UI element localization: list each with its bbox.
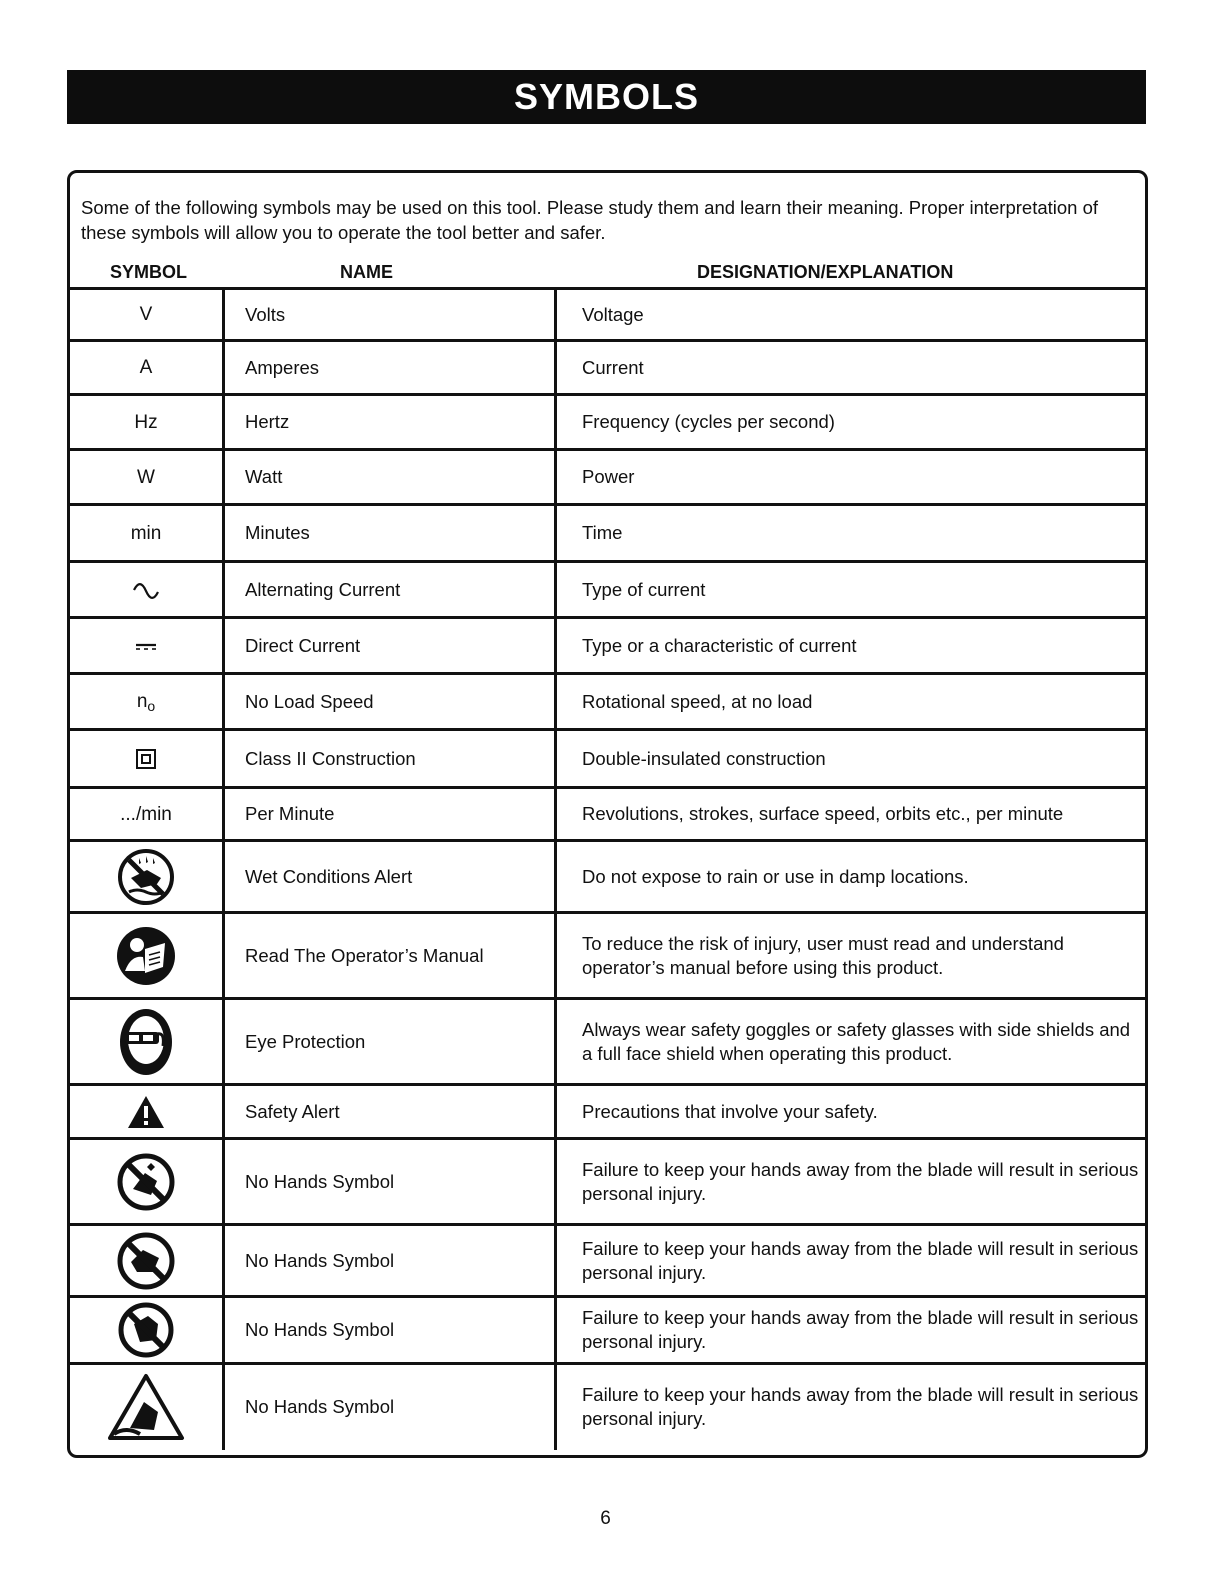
- table-row: [70, 1139, 1145, 1225]
- name-cell: Watt: [224, 450, 556, 505]
- designation-cell: Current: [556, 341, 1146, 395]
- no-hands-icon: [117, 1153, 175, 1211]
- table-row: [70, 674, 1145, 730]
- name-cell: Alternating Current: [224, 562, 556, 618]
- name-cell: Amperes: [224, 341, 556, 395]
- designation-cell: Frequency (cycles per second): [556, 395, 1146, 450]
- header-designation: DESIGNATION/EXPLANATION: [697, 262, 954, 282]
- name-cell: No Hands Symbol: [224, 1364, 556, 1450]
- designation-cell: Time: [556, 505, 1146, 562]
- direct-current-icon: [134, 642, 158, 652]
- table-row: [70, 841, 1145, 913]
- table-row: [70, 395, 1145, 450]
- name-cell: Wet Conditions Alert: [224, 841, 556, 913]
- symbol-cell: [70, 841, 224, 913]
- header-symbol: SYMBOL: [110, 262, 188, 282]
- name-cell: Minutes: [224, 505, 556, 562]
- name-cell: Class II Construction: [224, 730, 556, 788]
- symbol-cell: [70, 788, 224, 841]
- table-row: [70, 788, 1145, 841]
- designation-cell: Type or a characteristic of current: [556, 618, 1146, 674]
- symbol-cell: [70, 289, 224, 341]
- read-manual-icon: [115, 925, 177, 987]
- table-row: [70, 730, 1145, 788]
- symbol-cell: [70, 999, 224, 1085]
- designation-cell: Failure to keep your hands away from the blade will result in serious personal injury.: [556, 1139, 1146, 1225]
- designation-cell: Failure to keep your hands away from the blade will result in serious personal injury.: [556, 1297, 1146, 1364]
- designation-cell: Rotational speed, at no load: [556, 674, 1146, 730]
- table-row: [70, 999, 1145, 1085]
- table-row: [70, 450, 1145, 505]
- designation-cell: Precautions that involve your safety.: [556, 1085, 1146, 1139]
- table-row: [70, 1225, 1145, 1297]
- table-row: [70, 289, 1145, 341]
- no-hands-icon: [117, 1232, 175, 1290]
- symbol-text: min: [130, 522, 162, 544]
- symbol-cell: [70, 341, 224, 395]
- symbol-cell: [70, 730, 224, 788]
- table-row: [70, 505, 1145, 562]
- symbol-text: A: [139, 357, 153, 378]
- eye-protection-icon: [117, 1006, 175, 1078]
- wet-conditions-icon: [117, 848, 175, 906]
- designation-cell: To reduce the risk of injury, user must read and understand operator’s manual before using this product.: [556, 913, 1146, 999]
- table-row: [70, 1297, 1145, 1364]
- symbol-text: W: [137, 466, 155, 488]
- symbol-cell: [70, 1085, 224, 1139]
- symbol-cell: [70, 913, 224, 999]
- designation-cell: Voltage: [556, 289, 1146, 341]
- name-cell: Volts: [224, 289, 556, 341]
- symbol-cell: [70, 450, 224, 505]
- name-cell: No Load Speed: [224, 674, 556, 730]
- page-number: 6: [600, 1508, 611, 1529]
- name-cell: Hertz: [224, 395, 556, 450]
- designation-cell: Failure to keep your hands away from the blade will result in serious personal injury.: [556, 1225, 1146, 1297]
- designation-cell: Failure to keep your hands away from the blade will result in serious personal injury.: [556, 1364, 1146, 1450]
- symbols-table: [70, 287, 1145, 1450]
- designation-cell: Power: [556, 450, 1146, 505]
- table-row: [70, 562, 1145, 618]
- designation-cell: Do not expose to rain or use in damp locations.: [556, 841, 1146, 913]
- table-row: [70, 1364, 1145, 1450]
- table-row: [70, 341, 1145, 395]
- symbols-panel: [67, 170, 1148, 1458]
- table-row: [70, 1085, 1145, 1139]
- intro-text: Some of the following symbols may be used on this tool. Please study them and learn their meaning. Proper interpretation of these symbols will allow you to operate the tool better and safer.: [81, 197, 1099, 243]
- symbol-cell: [70, 674, 224, 730]
- name-cell: Direct Current: [224, 618, 556, 674]
- symbol-cell: [70, 395, 224, 450]
- table-row: [70, 913, 1145, 999]
- symbol-cell: [70, 505, 224, 562]
- name-cell: No Hands Symbol: [224, 1139, 556, 1225]
- designation-cell: Type of current: [556, 562, 1146, 618]
- symbol-cell: [70, 1297, 224, 1364]
- symbol-cell: [70, 562, 224, 618]
- name-cell: Eye Protection: [224, 999, 556, 1085]
- symbol-text: .../min: [120, 803, 172, 825]
- symbol-cell: [70, 1139, 224, 1225]
- symbol-text: $n_o$: [136, 690, 156, 714]
- symbol-text: V: [139, 304, 153, 325]
- designation-cell: Revolutions, strokes, surface speed, orbits etc., per minute: [556, 788, 1146, 841]
- name-cell: Read The Operator’s Manual: [224, 913, 556, 999]
- name-cell: No Hands Symbol: [224, 1225, 556, 1297]
- name-cell: No Hands Symbol: [224, 1297, 556, 1364]
- header-name: NAME: [340, 262, 393, 282]
- name-cell: Per Minute: [224, 788, 556, 841]
- symbol-text: Hz: [134, 411, 158, 433]
- name-cell: Safety Alert: [224, 1085, 556, 1139]
- symbol-cell: [70, 1364, 224, 1450]
- designation-cell: Double-insulated construction: [556, 730, 1146, 788]
- symbol-cell: [70, 618, 224, 674]
- double-square-icon: [135, 748, 157, 770]
- safety-alert-icon: [126, 1094, 166, 1130]
- hand-blade-warning-icon: [106, 1372, 186, 1442]
- symbol-cell: [70, 1225, 224, 1297]
- table-row: [70, 618, 1145, 674]
- no-hands-icon: [118, 1302, 174, 1358]
- alternating-current-icon: [131, 582, 161, 600]
- page-title: SYMBOLS: [67, 70, 1146, 124]
- designation-cell: Always wear safety goggles or safety glasses with side shields and a full face shield when operating this product.: [556, 999, 1146, 1085]
